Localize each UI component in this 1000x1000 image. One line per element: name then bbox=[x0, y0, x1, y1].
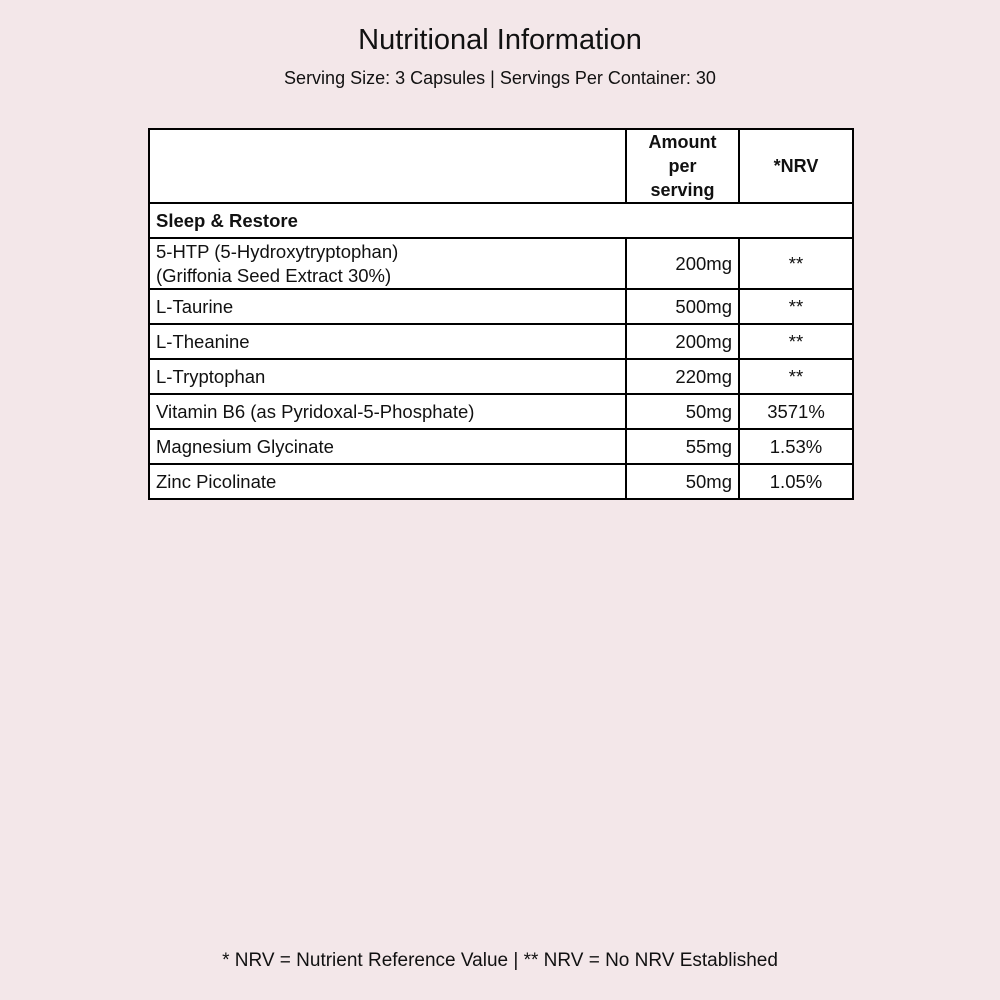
ingredient-name: L-Theanine bbox=[149, 324, 626, 359]
ingredient-nrv: 1.53% bbox=[739, 429, 853, 464]
ingredient-amount: 200mg bbox=[626, 324, 739, 359]
table-row bbox=[149, 359, 853, 394]
ingredient-amount: 50mg bbox=[626, 464, 739, 499]
ingredient-nrv: ** bbox=[739, 359, 853, 394]
section-title: Sleep & Restore bbox=[149, 203, 853, 238]
table-header-row bbox=[149, 129, 853, 203]
ingredient-name: L-Tryptophan bbox=[149, 359, 626, 394]
table-row bbox=[149, 238, 853, 289]
ingredient-nrv: ** bbox=[739, 289, 853, 324]
nutrition-table-panel bbox=[148, 128, 852, 500]
ingredient-amount: 50mg bbox=[626, 394, 739, 429]
table-row bbox=[149, 289, 853, 324]
header-ingredient bbox=[149, 129, 626, 203]
ingredient-nrv: 3571% bbox=[739, 394, 853, 429]
ingredient-name: Vitamin B6 (as Pyridoxal-5-Phosphate) bbox=[149, 394, 626, 429]
ingredient-name: Magnesium Glycinate bbox=[149, 429, 626, 464]
ingredient-name-line2: (Griffonia Seed Extract 30%) bbox=[156, 264, 392, 286]
serving-info: Serving Size: 3 Capsules | Servings Per Container: 30 bbox=[284, 68, 716, 88]
nrv-footnote: * NRV = Nutrient Reference Value | ** NRV = No NRV Established bbox=[222, 950, 778, 971]
ingredient-amount: 200mg bbox=[626, 238, 739, 289]
header-nrv: *NRV bbox=[739, 129, 853, 203]
table-row bbox=[149, 394, 853, 429]
ingredient-nrv: ** bbox=[739, 324, 853, 359]
header-amount bbox=[626, 129, 739, 203]
ingredient-amount: 220mg bbox=[626, 359, 739, 394]
table-row bbox=[149, 464, 853, 499]
table-row bbox=[149, 429, 853, 464]
header-amount-line1: Amount per bbox=[648, 132, 717, 176]
section-row bbox=[149, 203, 853, 238]
ingredient-nrv: ** bbox=[739, 238, 853, 289]
ingredient-amount: 55mg bbox=[626, 429, 739, 464]
header-amount-line2: serving bbox=[650, 180, 715, 200]
ingredient-nrv: 1.05% bbox=[739, 464, 853, 499]
ingredient-name: L-Taurine bbox=[149, 289, 626, 324]
ingredient-name: Zinc Picolinate bbox=[149, 464, 626, 499]
page-title: Nutritional Information bbox=[358, 24, 642, 56]
nutrition-table bbox=[148, 128, 854, 500]
ingredient-name bbox=[149, 238, 626, 289]
ingredient-amount: 500mg bbox=[626, 289, 739, 324]
ingredient-name-line1: 5-HTP (5-Hydroxytryptophan) bbox=[156, 240, 399, 262]
table-row bbox=[149, 324, 853, 359]
